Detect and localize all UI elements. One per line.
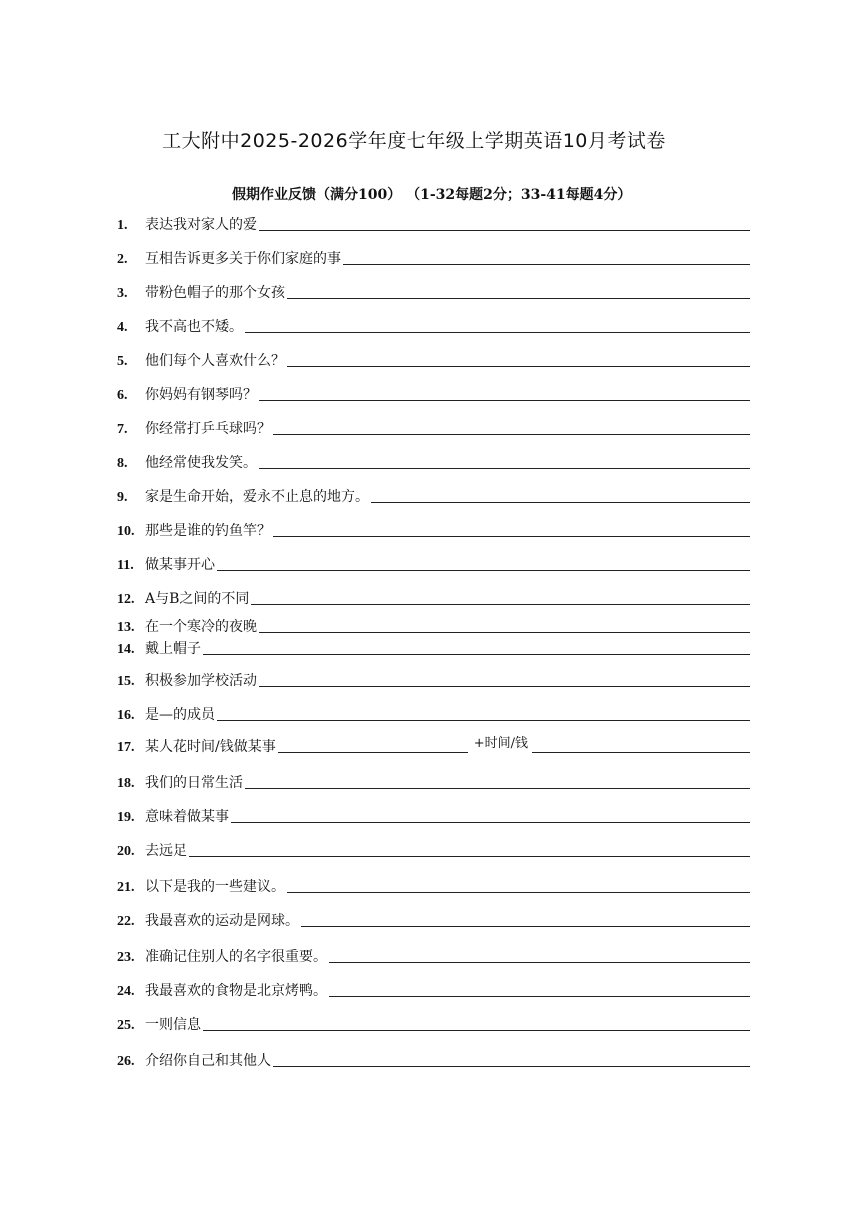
question-row: [117, 770, 750, 792]
answer-blank[interactable]: [217, 570, 750, 571]
question-row: [117, 702, 750, 724]
question-row: [117, 348, 750, 370]
question-text: 他经常使我发笑。: [145, 455, 257, 471]
question-number: 3.: [117, 286, 128, 301]
question-text: 意味着做某事: [145, 809, 229, 825]
question-row: [117, 838, 750, 860]
question-row: [117, 636, 750, 658]
answer-blank[interactable]: [231, 822, 750, 823]
question-row: [117, 978, 750, 1000]
question-row: [117, 944, 750, 966]
answer-blank[interactable]: [329, 962, 750, 963]
question-row: [117, 586, 750, 608]
question-number: 21.: [117, 880, 135, 895]
question-text: 带粉色帽子的那个女孩: [145, 285, 285, 301]
answer-blank[interactable]: [273, 434, 750, 435]
answer-blank[interactable]: [189, 856, 750, 857]
question-row: [117, 874, 750, 896]
question-row: [117, 450, 750, 472]
answer-blank[interactable]: [217, 720, 750, 721]
question-row: [117, 382, 750, 404]
question-number: 12.: [117, 592, 135, 607]
question-row: [117, 734, 750, 756]
question-text: 去远足: [145, 843, 187, 859]
question-number: 22.: [117, 914, 135, 929]
question-text: 一则信息: [145, 1017, 201, 1033]
answer-blank[interactable]: [259, 230, 750, 231]
answer-blank[interactable]: [251, 604, 750, 605]
question-number: 5.: [117, 354, 128, 369]
question-number: 9.: [117, 490, 128, 505]
question-row: [117, 552, 750, 574]
question-text: 是—的成员: [145, 707, 215, 723]
question-row: [117, 614, 750, 636]
question-row: [117, 1048, 750, 1070]
question-row: [117, 280, 750, 302]
answer-blank[interactable]: [273, 536, 750, 537]
question-number: 10.: [117, 524, 135, 539]
question-number: 16.: [117, 708, 135, 723]
question-row: [117, 212, 750, 234]
question-number: 14.: [117, 642, 135, 657]
question-text: 准确记住别人的名字很重要。: [145, 949, 327, 965]
question-text: 你经常打乒乓球吗？: [145, 421, 271, 437]
question-text: 在一个寒冷的夜晚: [145, 619, 257, 635]
question-number: 7.: [117, 422, 128, 437]
question-text: 介绍你自己和其他人: [145, 1053, 271, 1069]
question-number: 26.: [117, 1054, 135, 1069]
question-row: [117, 416, 750, 438]
answer-blank[interactable]: [203, 1030, 750, 1031]
answer-blank[interactable]: [343, 264, 750, 265]
question-number: 17.: [117, 740, 135, 755]
question-text: 以下是我的一些建议。: [145, 879, 285, 895]
question-number: 24.: [117, 984, 135, 999]
answer-blank[interactable]: [203, 654, 750, 655]
answer-blank[interactable]: [532, 752, 750, 753]
answer-blank[interactable]: [329, 996, 750, 997]
question-text: 戴上帽子: [145, 641, 201, 657]
question-number: 11.: [117, 558, 134, 573]
question-text: 表达我对家人的爱: [145, 217, 257, 233]
answer-blank[interactable]: [287, 298, 750, 299]
answer-blank[interactable]: [301, 926, 750, 927]
question-row: [117, 804, 750, 826]
question-number: 8.: [117, 456, 128, 471]
answer-blank[interactable]: [371, 502, 750, 503]
question-number: 20.: [117, 844, 135, 859]
question-number: 13.: [117, 620, 135, 635]
answer-blank[interactable]: [259, 400, 750, 401]
question-hint: +时间/钱: [473, 736, 528, 751]
question-number: 19.: [117, 810, 135, 825]
answer-blank[interactable]: [278, 752, 468, 753]
question-number: 18.: [117, 776, 135, 791]
question-number: 25.: [117, 1018, 135, 1033]
question-text: 做某事开心: [145, 557, 215, 573]
question-number: 6.: [117, 388, 128, 403]
question-text: A与B之间的不同: [145, 591, 250, 607]
question-row: [117, 1012, 750, 1034]
question-number: 23.: [117, 950, 135, 965]
question-text: 我们的日常生活: [145, 775, 243, 791]
question-row: [117, 668, 750, 690]
question-text: 你妈妈有钢琴吗？: [145, 387, 257, 403]
question-text: 积极参加学校活动: [145, 673, 257, 689]
question-text: 那些是谁的钓鱼竿？: [145, 523, 271, 539]
answer-blank[interactable]: [259, 686, 750, 687]
question-row: [117, 518, 750, 540]
question-number: 4.: [117, 320, 128, 335]
question-text: 我不高也不矮。: [145, 319, 243, 335]
question-number: 1.: [117, 218, 128, 233]
question-text: 我最喜欢的运动是网球。: [145, 913, 299, 929]
question-number: 2.: [117, 252, 128, 267]
question-number: 15.: [117, 674, 135, 689]
answer-blank[interactable]: [245, 332, 750, 333]
answer-blank[interactable]: [259, 632, 750, 633]
question-row: [117, 484, 750, 506]
question-row: [117, 314, 750, 336]
question-text: 他们每个人喜欢什么？: [145, 353, 285, 369]
answer-blank[interactable]: [245, 788, 750, 789]
exam-subtitle: 假期作业反馈（满分100） （1-32每题2分；33-41每题4分）: [232, 187, 632, 203]
answer-blank[interactable]: [287, 892, 750, 893]
exam-title: 工大附中2025-2026学年度七年级上学期英语10月考试卷: [162, 130, 666, 152]
answer-blank[interactable]: [273, 1066, 750, 1067]
question-text: 家是生命开始，爱永不止息的地方。: [145, 489, 369, 505]
question-row: [117, 246, 750, 268]
question-text: 我最喜欢的食物是北京烤鸭。: [145, 983, 327, 999]
answer-blank[interactable]: [287, 366, 750, 367]
question-text: 互相告诉更多关于你们家庭的事: [145, 251, 341, 267]
question-row: [117, 908, 750, 930]
answer-blank[interactable]: [259, 468, 750, 469]
question-text: 某人花时间/钱做某事: [145, 739, 276, 755]
